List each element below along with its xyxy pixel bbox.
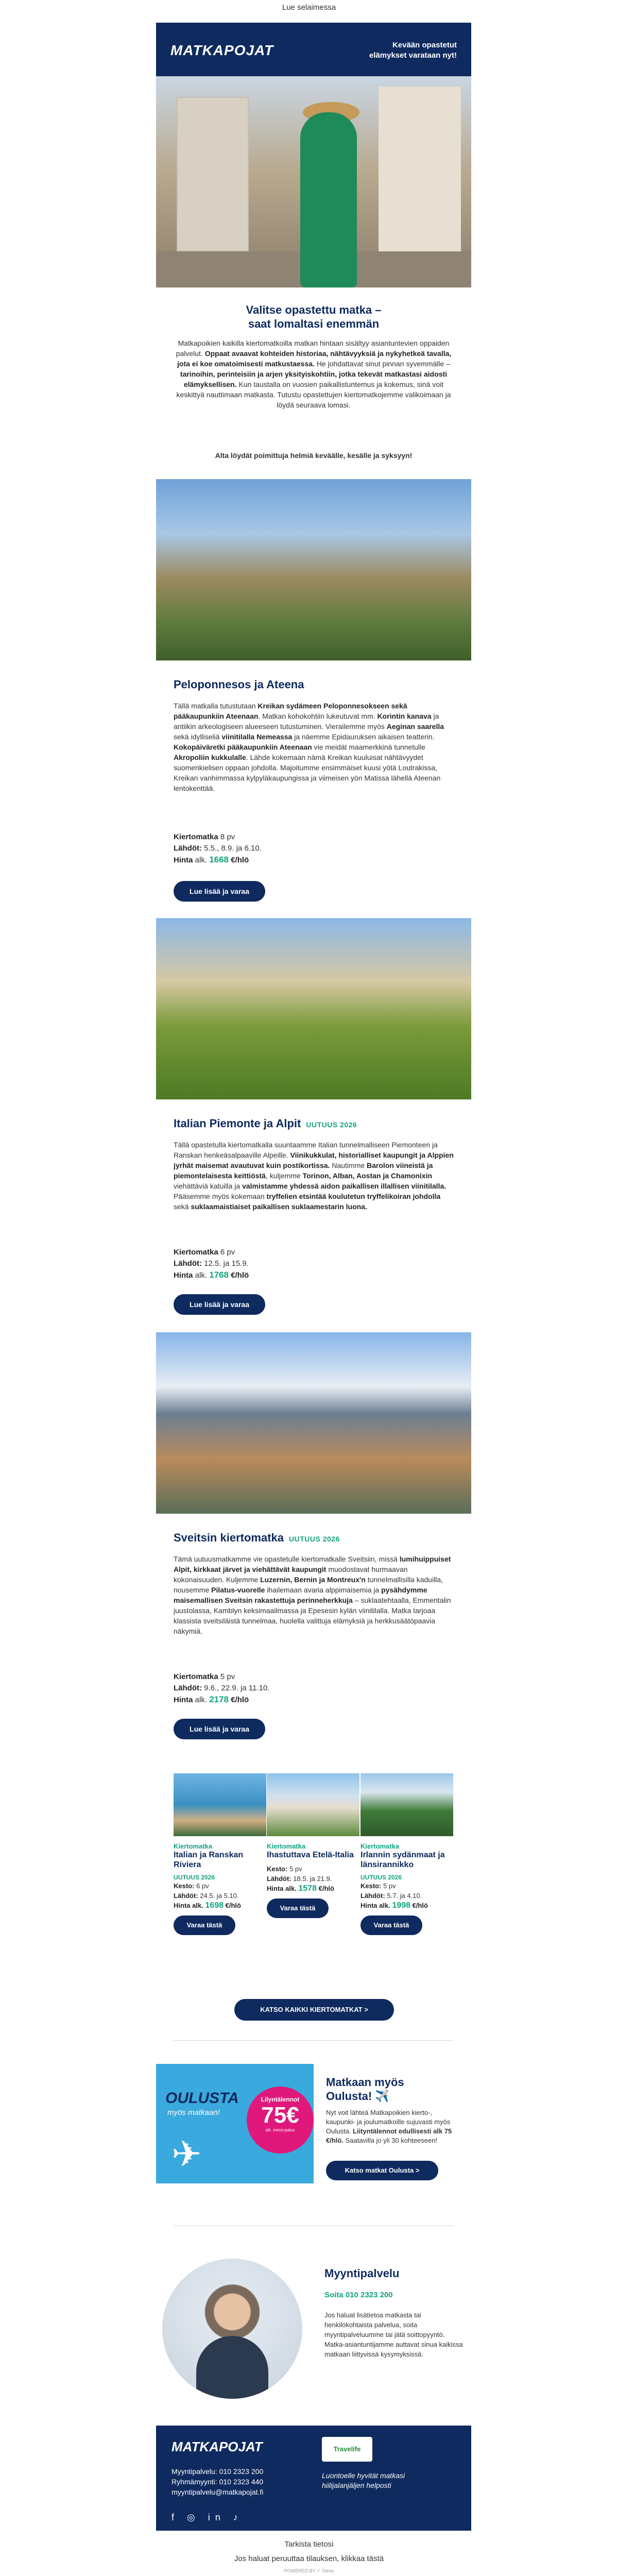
dates-value: 5.5., 8.9. ja 6.10. [204, 844, 262, 853]
footer-tagline: Luontoelle hyvität matkasi hiilijalanjäljen helposti [322, 2471, 405, 2489]
duration-value: 5 pv [383, 1882, 396, 1890]
price-unit: €/hlö [231, 1271, 249, 1280]
tour-title-text: Sveitsin kiertomatka [174, 1531, 284, 1544]
desc-text: ja antiikin arkeologiseen alueeseen tutustuminen. Vierailemme myös [174, 712, 439, 731]
desc-bold: pysähdymme maisemallisen Sveitsin rakastettuja perinneherkkuja [174, 1586, 427, 1604]
price-value: 1998 [392, 1901, 411, 1910]
book-button[interactable]: Varaa tästä [360, 1916, 422, 1935]
hero-image[interactable] [156, 76, 471, 287]
intro-body-bold: tarinoihin, perinteisiin ja arjen yksityiskohtiin, jotka tekevät matkastasi aidosti elämyksellisen. [180, 370, 448, 388]
card-kicker: Kiertomatka [174, 1842, 213, 1850]
footer-sales-phone[interactable]: Myyntipalvelu: 010 2323 200 [171, 2467, 264, 2476]
duration-label: Kesto: [360, 1882, 382, 1890]
tour-description [174, 1554, 454, 1636]
desc-text: Nautimme [332, 1161, 365, 1170]
desc-text: . Matkan kohokohtiin lukeutuvat mm. [258, 712, 375, 720]
footer-logo[interactable]: MATKAPOJAT [171, 2439, 263, 2454]
promo-title-line-1: Matkaan myös [326, 2076, 404, 2089]
all-tours-button[interactable]: KATSO KAIKKI KIERTOMATKAT > [234, 1999, 394, 2021]
desc-bold: lumihuippuiset Alpit, kirkkaat järvet ja viehättävät kaupungit [174, 1555, 451, 1573]
price-label: Hinta [174, 1271, 193, 1280]
dates-value: 18.5. ja 21.9. [293, 1875, 332, 1883]
desc-text: Tällä opastetulla kiertomatkalla suuntaamme Italian tunnelmalliseen Piemonteen ja Ranskan henkeäsalpaaville Alpeille. [174, 1141, 438, 1159]
desc-text: Tällä matkalla tutustutaan [174, 702, 256, 710]
intro-highlight: Alta löydät poimittuja helmiä keväälle, kesälle ja syksyyn! [215, 451, 413, 460]
section-divider [174, 2040, 454, 2041]
desc-text: ihailemaan avaria alppimaisemia ja [267, 1586, 380, 1594]
oulusta-promo-image[interactable] [156, 2064, 314, 2183]
brand-logo[interactable]: MATKAPOJAT [170, 42, 274, 58]
tour-description [174, 701, 454, 793]
dates-value: 5.7. ja 4.10. [387, 1892, 422, 1900]
desc-bold: valmistamme yhdessä aidon paikallisen illallisen viinitilalla. [242, 1182, 447, 1190]
book-button[interactable]: Varaa tästä [267, 1899, 329, 1918]
dates-label: Lähdöt: [174, 1259, 202, 1268]
duration-label: Kesto: [267, 1865, 288, 1873]
dates-value: 9.6., 22.9. ja 11.10. [204, 1684, 270, 1692]
price-label: Hinta alk. [360, 1902, 390, 1909]
price-value: 1698 [205, 1901, 224, 1910]
hero-building-left [177, 97, 249, 251]
social-icons[interactable]: f ◎ in ♪ [171, 2512, 243, 2522]
promo-title-line-2: Oulusta! ✈️ [326, 2090, 389, 2103]
dates-label: Lähdöt: [267, 1875, 291, 1883]
price-circle [247, 2087, 314, 2154]
hero-building-right [379, 87, 461, 251]
desc-text: , kuljemme [265, 1172, 301, 1180]
price-unit: €/hlö [231, 1696, 249, 1704]
footer-group-phone[interactable]: Ryhmämyynti: 010 2323 440 [171, 2478, 264, 2486]
intro-body-text: Matkapoikien kaikilla kiertomatkoilla matkan hintaan sisältyy asiantuntevien oppaiden palvelut. [176, 339, 450, 358]
dates-value: 24.5. ja 5.10. [200, 1892, 239, 1900]
price-from: alk. [195, 856, 208, 865]
desc-text: ja näemme Epidauruksen aikaisen teatterin. [294, 733, 435, 741]
desc-bold: Pilatus-vuorelle [211, 1586, 265, 1594]
intro-body [174, 338, 454, 410]
desc-bold: Viinikukkulat, historialliset kaupungit ja Alppien jyrhät maisemat avautuvat kuin postikortissa. [174, 1151, 454, 1170]
agent-torso [196, 2336, 268, 2399]
read-more-button[interactable]: Lue lisää ja varaa [174, 881, 265, 902]
new-badge: UUTUUS 2026 [360, 1874, 402, 1881]
desc-text: Tämä uutuusmatkamme vie opastetulle kiertomatkalle Sveitsiin, missä [174, 1555, 398, 1563]
desc-text: viehättäviä katuilla ja [174, 1182, 241, 1190]
price-label: Hinta [174, 1696, 193, 1704]
new-badge: UUTUUS 2026 [306, 1121, 357, 1129]
promo-brand-text: OULUSTA [165, 2090, 239, 2107]
promo-sub-text: myös matkaan! [167, 2108, 220, 2117]
tour-image-piemonte[interactable] [156, 918, 471, 1099]
dates-label: Lähdöt: [174, 1684, 202, 1692]
promo-body: Saatavilla jo yli 30 kohteeseen! [345, 2137, 438, 2144]
tour-title-text: Italian Piemonte ja Alpit [174, 1117, 301, 1130]
price-unit: €/hlö [231, 856, 249, 865]
desc-bold: Kokopäiväretki pääkaupunkiin Ateenaan [174, 743, 312, 751]
duration-value: 8 pv [220, 833, 235, 841]
duration-value: 5 pv [289, 1865, 302, 1873]
header-banner [156, 23, 471, 76]
desc-bold: Aeginan saarella [386, 722, 444, 731]
sales-text: Jos haluat lisätietoa matkasta tai henkilökohtaista palvelua, soita myyntipalveluumme tai jätä soittopyyntö. Matka-asiantuntijamme auttavat sinua kaikissa matkaan liittyvissä kysymyksissä. [324, 2311, 463, 2358]
powered-by: POWERED BY ✓ Sitma [284, 2568, 334, 2573]
card-kicker: Kiertomatka [267, 1842, 306, 1850]
tour-image-switzerland[interactable] [156, 1332, 471, 1514]
desc-bold: Korintin kanava [377, 712, 432, 720]
promo-title [326, 2075, 465, 2103]
desc-text: Pääsemme myös kokemaan [174, 1192, 265, 1200]
duration-label: Kiertomatka [174, 833, 218, 841]
intro-body-text: Kun taustalla on vuosien paikallistuntemus ja kokemus, sinä voit keskittyä nauttimaan matkasta. Tutustu opastettujen kiertomatkojemme valikoimaan ja löydä seuraava lomasi. [176, 380, 451, 409]
tour-title [174, 1531, 340, 1545]
desc-bold: Akropoliin kukkulalle [174, 753, 246, 761]
desc-bold: tryffelien etsintää koulutetun tryffelikoiran johdolla [266, 1192, 441, 1200]
card-meta [267, 1864, 359, 1893]
tour-card [267, 1773, 359, 1918]
price-value: 2178 [209, 1694, 229, 1704]
card-title: Irlannin sydänmaat ja länsirannikko [360, 1851, 445, 1869]
price-unit: €/hlö [412, 1902, 428, 1909]
desc-text: vie meidät maamerkkinä tunnetulle [314, 743, 425, 751]
read-more-button[interactable]: Lue lisää ja varaa [174, 1719, 265, 1739]
desc-text: – suklaatehtaalla, Emmentalin juustolassa, Kamblyn keksimaailmassa ja Epesesin kylän viinitilalla. Matka tarjoaa klassista sveitsiläistä tunnelmaa, huolella valittuja elämyksiä ja herkkusäätöpaavia näkymiä. [174, 1596, 451, 1635]
card-kicker: Kiertomatka [360, 1842, 400, 1850]
card-image-ireland[interactable] [360, 1773, 453, 1836]
tour-card [360, 1773, 453, 1935]
price-value: 1578 [298, 1884, 317, 1893]
footer [156, 2426, 471, 2531]
duration-label: Kiertomatka [174, 1672, 218, 1681]
desc-bold: Barolon viineistä ja piemontelaisesta keittiöstä [174, 1161, 433, 1180]
dates-value: 12.5. ja 15.9. [204, 1259, 249, 1268]
tour-image-acropolis[interactable] [156, 479, 471, 660]
oulusta-promo [156, 2064, 471, 2183]
circle-price: 75€ [261, 2103, 299, 2128]
intro-title-line-2: saat lomaltasi enemmän [248, 317, 380, 330]
price-label: Hinta alk. [267, 1885, 297, 1892]
price-from: alk. [195, 1696, 208, 1704]
price-from: alk. [195, 1271, 208, 1280]
dates-label: Lähdöt: [360, 1892, 385, 1900]
circle-note: alk. meno-paluu [265, 2128, 295, 2132]
tour-meta [174, 1671, 269, 1706]
intro-body-text: He johdattavat sinut pinnan syvemmälle – [316, 360, 450, 368]
sales-title: Myyntipalvelu [324, 2267, 400, 2280]
hero-person [300, 112, 357, 287]
duration-value: 6 pv [220, 1248, 235, 1257]
price-unit: €/hlö [225, 1902, 241, 1909]
promo-body: Nyt voit lähteä Matkapoikien kierto-, kaupunki- ja joulumatkoille sujuvasti myös Oulusta. [326, 2109, 451, 2135]
unsubscribe-link[interactable]: Jos haluat peruuttaa tilauksen, klikkaa tästä [234, 2554, 384, 2563]
duration-label: Kesto: [174, 1882, 195, 1890]
desc-text: sekä [174, 1202, 189, 1211]
desc-text: tunnelmallisilla kaduilla, nousemme [174, 1575, 443, 1594]
promo-body-bold: Liityntälennot edullisesti alk 75 €/hlö. [326, 2127, 452, 2144]
intro-title [156, 303, 471, 331]
duration-value: 6 pv [196, 1882, 209, 1890]
sales-phone-link[interactable]: Soita 010 2323 200 [324, 2291, 393, 2299]
dates-label: Lähdöt: [174, 1892, 198, 1900]
intro-body-bold: Oppaat avaavat kohteiden historiaa, nähtävyyksiä ja nykyhetkeä tavalla, jota ei koe omatoimisesti matkustaessa. [177, 349, 452, 368]
card-meta [360, 1881, 453, 1910]
header-tagline: Kevään opastetut elämykset varataan nyt! [369, 41, 457, 60]
card-image-riviera[interactable] [174, 1773, 266, 1836]
desc-text: sekä idylliseliä [174, 733, 220, 741]
tour-card [174, 1773, 266, 1935]
price-label: Hinta [174, 856, 193, 865]
duration-label: Kiertomatka [174, 1248, 218, 1257]
tour-description [174, 1140, 454, 1212]
price-unit: €/hlö [318, 1885, 334, 1892]
view-in-browser-link[interactable]: Lue selaimessa [282, 3, 336, 12]
tour-title [174, 1117, 357, 1130]
promo-text [326, 2108, 460, 2145]
intro-title-line-1: Valitse opastettu matka – [246, 303, 382, 316]
circle-label: Lilyntälennot [261, 2096, 300, 2103]
tour-meta [174, 1247, 249, 1281]
card-meta [174, 1881, 266, 1910]
desc-bold: Kreikan sydämeen Peloponnesokseen sekä pääkaupunkiin Ateenaan [174, 702, 407, 720]
tour-meta [174, 832, 262, 866]
airplane-icon: ✈ [171, 2134, 202, 2174]
read-more-button[interactable]: Lue lisää ja varaa [174, 1294, 265, 1315]
card-title: Ihastuttava Etelä-Italia [267, 1851, 354, 1859]
update-info-link[interactable]: Tarkista tietosi [284, 2540, 334, 2549]
new-badge: UUTUUS 2026 [174, 1874, 215, 1881]
desc-bold: viinitilalla Nemeassa [221, 733, 293, 741]
sales-agent-photo [162, 2259, 302, 2399]
oulusta-button[interactable]: Katso matkat Oulusta > [326, 2161, 438, 2180]
desc-text: muodostavat hurmaavan kokonaisuuden. Kuljemme [174, 1565, 408, 1584]
footer-email[interactable]: myyntipalvelu@matkapojat.fi [171, 2488, 264, 2496]
price-value: 1668 [209, 855, 229, 865]
dates-label: Lähdöt: [174, 844, 202, 853]
card-title: Italian ja Ranskan Riviera [174, 1851, 244, 1869]
travelife-logo[interactable]: Travelife [322, 2437, 372, 2462]
card-image-south-italy[interactable] [267, 1773, 359, 1836]
book-button[interactable]: Varaa tästä [174, 1916, 235, 1935]
price-label: Hinta alk. [174, 1902, 203, 1909]
desc-bold: suklaamaistiaiset paikallisen suklaamestarin luona. [191, 1202, 367, 1211]
new-badge: UUTUUS 2026 [288, 1535, 340, 1543]
tour-title: Peloponnesos ja Ateena [174, 678, 304, 691]
duration-value: 5 pv [220, 1672, 235, 1681]
desc-bold: Luzernin, Bernin ja Montreux'n [260, 1575, 366, 1584]
desc-bold: Torinon, Alban, Aostan ja Chamonixin [302, 1172, 433, 1180]
price-value: 1768 [209, 1270, 229, 1280]
desc-text: . Lähde kokemaan nämä Kreikan kuuluisat nähtävyydet suomenkielisen oppaan johdolla. Majoitumme ensimmäiset kuusi yötä Loutrakissa, Kreikan vanhimmassa kylpyläkaupungissa ja viimeisen yön Matissa lähellä Ateenan lentokenttää. [174, 753, 441, 792]
